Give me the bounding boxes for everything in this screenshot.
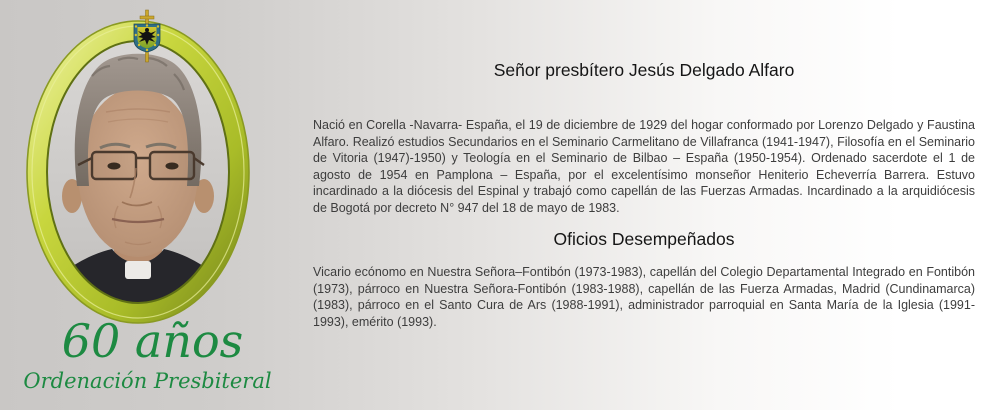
biography-column bbox=[313, 0, 975, 410]
portrait-photo bbox=[8, 6, 278, 336]
section-heading-offices: Oficios Desempeñados bbox=[553, 229, 735, 249]
portrait-block bbox=[8, 6, 288, 336]
bio-paragraph: Nació en Corella -Navarra- España, el 19 de diciembre de 1929 del hogar conformado por Lorenzo Delgado y Faustina Alfaro. Realizó estudios Secundarios en el Seminario Carmelitano de Villafranca (1941-1947), Filosofía en el Seminario de Vitoria (1947)-1950) y Teología en el Seminario de Bilbao – España (1950-1954). Ordenado sacerdote el 1 de agosto de 1954 en Pamplona – España, por el excelentísimo monseñor Heniterio Echeverría Barrera. Estuvo incardinado a la diócesis del Espinal y trabajó como capellán de las Fuerzas Armadas. Incardinado a la arquidiócesis de Bogotá por decreto N° 947 del 18 de mayo de 1983. bbox=[313, 118, 975, 215]
anniversary-subtitle: Ordenación Presbiteral bbox=[23, 369, 272, 393]
offices-paragraph: Vicario ecónomo en Nuestra Señora–Fontibón (1973-1983), capellán del Colegio Departamental Integrado en Fontibón (1973), párroco en Nuestra Señora-Fontibón (1983-1988), capellán de las Fuerza Armadas, Madrid (Cundinamarca) (1983), párroco en el Santo Cura de Ars (1988-1991), administrador parroquial en Santa María de la Iglesia (1991-1993), emérito (1993). bbox=[313, 265, 975, 329]
page-title: Señor presbítero Jesús Delgado Alfaro bbox=[493, 60, 795, 80]
anniversary-years: 60 años bbox=[61, 314, 244, 368]
